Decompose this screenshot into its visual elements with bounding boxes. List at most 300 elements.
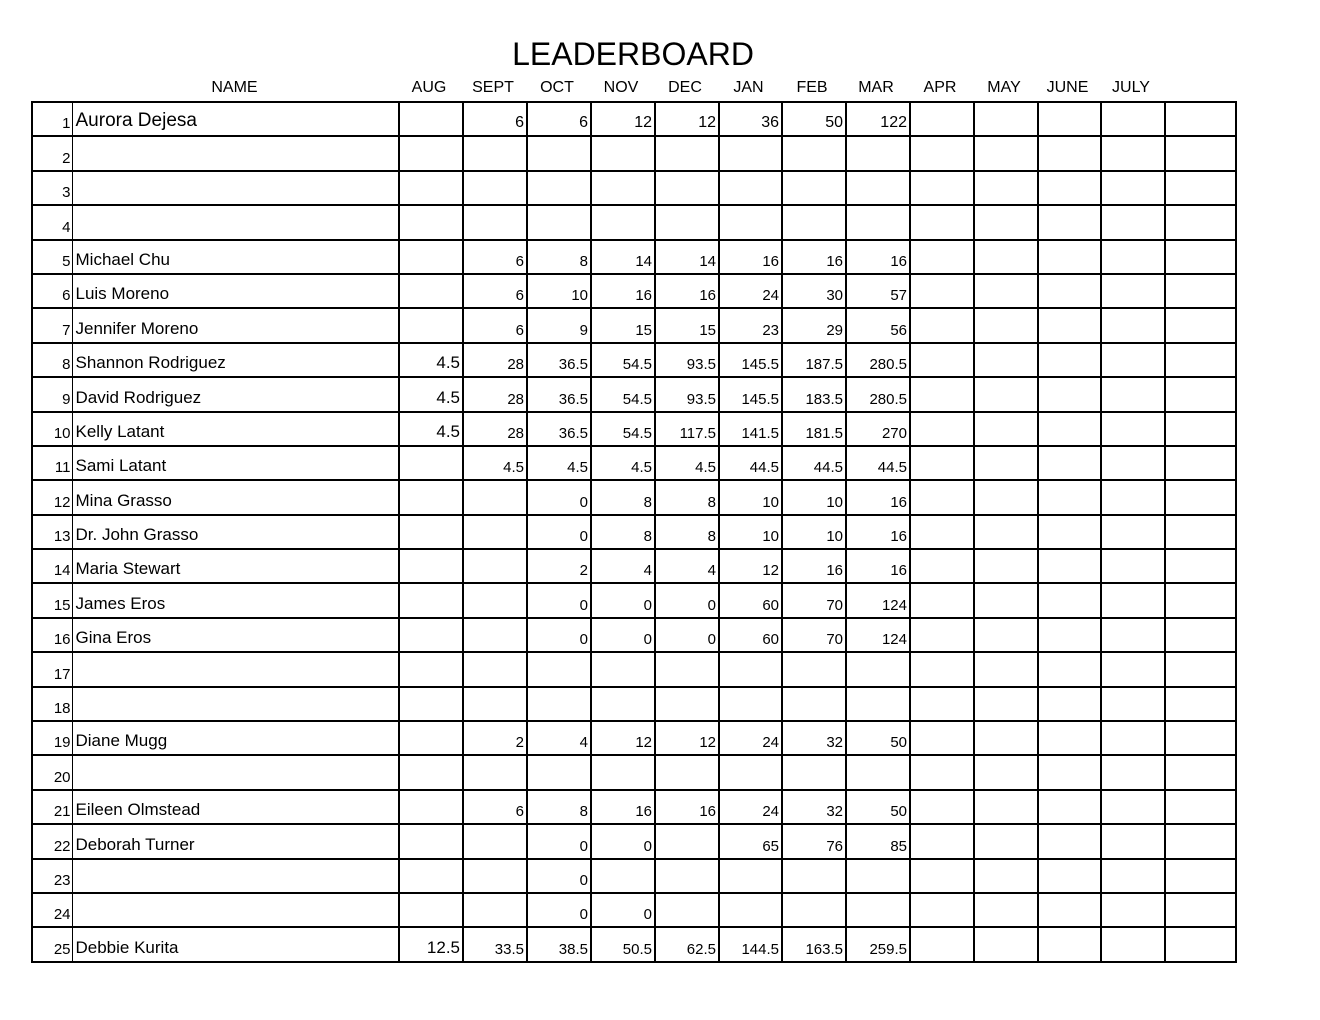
cell-oct[interactable]: 0 bbox=[527, 515, 591, 549]
cell-june[interactable] bbox=[1038, 790, 1101, 824]
cell-jan[interactable] bbox=[719, 136, 782, 170]
cell-may[interactable] bbox=[974, 308, 1038, 342]
cell-jan[interactable]: 10 bbox=[719, 480, 782, 514]
cell-extra[interactable] bbox=[1165, 274, 1236, 308]
cell-nov[interactable]: 0 bbox=[591, 824, 655, 858]
cell-dec[interactable] bbox=[655, 893, 719, 927]
cell-may[interactable] bbox=[974, 687, 1038, 721]
cell-mar[interactable]: 16 bbox=[846, 240, 910, 274]
cell-july[interactable] bbox=[1101, 377, 1165, 411]
cell-sept[interactable] bbox=[463, 205, 527, 239]
cell-dec[interactable]: 12 bbox=[655, 721, 719, 755]
rank-cell[interactable]: 8 bbox=[32, 343, 72, 377]
cell-june[interactable] bbox=[1038, 446, 1101, 480]
rank-cell[interactable]: 12 bbox=[32, 480, 72, 514]
cell-jan[interactable] bbox=[719, 755, 782, 789]
cell-dec[interactable]: 0 bbox=[655, 583, 719, 617]
cell-oct[interactable]: 9 bbox=[527, 308, 591, 342]
cell-july[interactable] bbox=[1101, 790, 1165, 824]
cell-dec[interactable]: 93.5 bbox=[655, 343, 719, 377]
cell-june[interactable] bbox=[1038, 377, 1101, 411]
name-cell[interactable]: James Eros bbox=[72, 583, 399, 617]
cell-nov[interactable]: 54.5 bbox=[591, 412, 655, 446]
cell-nov[interactable]: 14 bbox=[591, 240, 655, 274]
cell-apr[interactable] bbox=[910, 859, 974, 893]
cell-may[interactable] bbox=[974, 927, 1038, 961]
cell-nov[interactable]: 0 bbox=[591, 583, 655, 617]
cell-aug[interactable] bbox=[399, 549, 463, 583]
cell-extra[interactable] bbox=[1165, 687, 1236, 721]
cell-apr[interactable] bbox=[910, 721, 974, 755]
cell-mar[interactable] bbox=[846, 171, 910, 205]
rank-cell[interactable]: 17 bbox=[32, 652, 72, 686]
cell-aug[interactable] bbox=[399, 790, 463, 824]
cell-dec[interactable] bbox=[655, 859, 719, 893]
rank-cell[interactable]: 13 bbox=[32, 515, 72, 549]
cell-june[interactable] bbox=[1038, 171, 1101, 205]
cell-apr[interactable] bbox=[910, 377, 974, 411]
cell-aug[interactable] bbox=[399, 136, 463, 170]
cell-mar[interactable] bbox=[846, 755, 910, 789]
cell-jan[interactable]: 23 bbox=[719, 308, 782, 342]
cell-june[interactable] bbox=[1038, 274, 1101, 308]
cell-feb[interactable]: 76 bbox=[782, 824, 846, 858]
cell-dec[interactable]: 0 bbox=[655, 618, 719, 652]
cell-dec[interactable] bbox=[655, 755, 719, 789]
cell-oct[interactable] bbox=[527, 652, 591, 686]
cell-aug[interactable] bbox=[399, 205, 463, 239]
rank-cell[interactable]: 22 bbox=[32, 824, 72, 858]
cell-aug[interactable] bbox=[399, 308, 463, 342]
cell-extra[interactable] bbox=[1165, 790, 1236, 824]
cell-nov[interactable] bbox=[591, 687, 655, 721]
cell-sept[interactable]: 6 bbox=[463, 790, 527, 824]
cell-extra[interactable] bbox=[1165, 927, 1236, 961]
cell-mar[interactable] bbox=[846, 205, 910, 239]
cell-dec[interactable]: 8 bbox=[655, 480, 719, 514]
cell-sept[interactable] bbox=[463, 859, 527, 893]
cell-aug[interactable] bbox=[399, 721, 463, 755]
cell-sept[interactable]: 6 bbox=[463, 274, 527, 308]
cell-jan[interactable]: 36 bbox=[719, 102, 782, 136]
cell-jan[interactable]: 44.5 bbox=[719, 446, 782, 480]
cell-aug[interactable]: 4.5 bbox=[399, 412, 463, 446]
cell-oct[interactable] bbox=[527, 687, 591, 721]
cell-july[interactable] bbox=[1101, 927, 1165, 961]
cell-june[interactable] bbox=[1038, 927, 1101, 961]
cell-nov[interactable] bbox=[591, 136, 655, 170]
rank-cell[interactable]: 16 bbox=[32, 618, 72, 652]
cell-sept[interactable]: 33.5 bbox=[463, 927, 527, 961]
cell-apr[interactable] bbox=[910, 515, 974, 549]
cell-extra[interactable] bbox=[1165, 652, 1236, 686]
cell-aug[interactable] bbox=[399, 446, 463, 480]
cell-june[interactable] bbox=[1038, 618, 1101, 652]
cell-aug[interactable]: 4.5 bbox=[399, 377, 463, 411]
cell-feb[interactable]: 16 bbox=[782, 549, 846, 583]
rank-cell[interactable]: 18 bbox=[32, 687, 72, 721]
cell-may[interactable] bbox=[974, 446, 1038, 480]
cell-nov[interactable]: 4.5 bbox=[591, 446, 655, 480]
cell-extra[interactable] bbox=[1165, 549, 1236, 583]
cell-june[interactable] bbox=[1038, 893, 1101, 927]
cell-feb[interactable] bbox=[782, 893, 846, 927]
cell-may[interactable] bbox=[974, 136, 1038, 170]
cell-apr[interactable] bbox=[910, 687, 974, 721]
cell-extra[interactable] bbox=[1165, 480, 1236, 514]
cell-extra[interactable] bbox=[1165, 721, 1236, 755]
cell-july[interactable] bbox=[1101, 343, 1165, 377]
cell-june[interactable] bbox=[1038, 480, 1101, 514]
name-cell[interactable] bbox=[72, 687, 399, 721]
cell-extra[interactable] bbox=[1165, 102, 1236, 136]
name-cell[interactable] bbox=[72, 755, 399, 789]
cell-nov[interactable] bbox=[591, 859, 655, 893]
cell-jan[interactable]: 60 bbox=[719, 618, 782, 652]
cell-apr[interactable] bbox=[910, 927, 974, 961]
cell-extra[interactable] bbox=[1165, 859, 1236, 893]
cell-july[interactable] bbox=[1101, 515, 1165, 549]
rank-cell[interactable]: 6 bbox=[32, 274, 72, 308]
cell-june[interactable] bbox=[1038, 240, 1101, 274]
cell-dec[interactable] bbox=[655, 687, 719, 721]
cell-sept[interactable] bbox=[463, 583, 527, 617]
cell-mar[interactable]: 280.5 bbox=[846, 377, 910, 411]
cell-aug[interactable] bbox=[399, 618, 463, 652]
cell-may[interactable] bbox=[974, 893, 1038, 927]
cell-may[interactable] bbox=[974, 824, 1038, 858]
cell-mar[interactable]: 85 bbox=[846, 824, 910, 858]
cell-july[interactable] bbox=[1101, 652, 1165, 686]
cell-extra[interactable] bbox=[1165, 824, 1236, 858]
cell-jan[interactable]: 24 bbox=[719, 790, 782, 824]
cell-mar[interactable]: 56 bbox=[846, 308, 910, 342]
cell-oct[interactable]: 10 bbox=[527, 274, 591, 308]
cell-aug[interactable]: 4.5 bbox=[399, 343, 463, 377]
cell-jan[interactable] bbox=[719, 859, 782, 893]
rank-cell[interactable]: 14 bbox=[32, 549, 72, 583]
cell-apr[interactable] bbox=[910, 549, 974, 583]
cell-aug[interactable] bbox=[399, 893, 463, 927]
cell-mar[interactable]: 259.5 bbox=[846, 927, 910, 961]
cell-oct[interactable] bbox=[527, 171, 591, 205]
cell-jan[interactable]: 145.5 bbox=[719, 377, 782, 411]
cell-may[interactable] bbox=[974, 755, 1038, 789]
cell-may[interactable] bbox=[974, 240, 1038, 274]
cell-extra[interactable] bbox=[1165, 343, 1236, 377]
cell-nov[interactable]: 4 bbox=[591, 549, 655, 583]
cell-may[interactable] bbox=[974, 412, 1038, 446]
cell-oct[interactable]: 6 bbox=[527, 102, 591, 136]
rank-cell[interactable]: 19 bbox=[32, 721, 72, 755]
cell-apr[interactable] bbox=[910, 136, 974, 170]
cell-aug[interactable] bbox=[399, 859, 463, 893]
cell-jan[interactable]: 141.5 bbox=[719, 412, 782, 446]
cell-feb[interactable] bbox=[782, 136, 846, 170]
cell-dec[interactable]: 12 bbox=[655, 102, 719, 136]
cell-jan[interactable]: 24 bbox=[719, 274, 782, 308]
rank-cell[interactable]: 2 bbox=[32, 136, 72, 170]
cell-sept[interactable] bbox=[463, 171, 527, 205]
name-cell[interactable]: Michael Chu bbox=[72, 240, 399, 274]
cell-oct[interactable]: 36.5 bbox=[527, 412, 591, 446]
cell-june[interactable] bbox=[1038, 136, 1101, 170]
cell-apr[interactable] bbox=[910, 308, 974, 342]
cell-apr[interactable] bbox=[910, 205, 974, 239]
cell-mar[interactable] bbox=[846, 652, 910, 686]
cell-nov[interactable]: 54.5 bbox=[591, 377, 655, 411]
cell-feb[interactable]: 163.5 bbox=[782, 927, 846, 961]
cell-mar[interactable]: 124 bbox=[846, 583, 910, 617]
cell-aug[interactable] bbox=[399, 274, 463, 308]
cell-feb[interactable]: 181.5 bbox=[782, 412, 846, 446]
cell-mar[interactable]: 57 bbox=[846, 274, 910, 308]
cell-july[interactable] bbox=[1101, 824, 1165, 858]
name-cell[interactable]: Eileen Olmstead bbox=[72, 790, 399, 824]
cell-oct[interactable]: 0 bbox=[527, 824, 591, 858]
cell-nov[interactable]: 8 bbox=[591, 515, 655, 549]
cell-sept[interactable]: 6 bbox=[463, 240, 527, 274]
cell-feb[interactable]: 10 bbox=[782, 480, 846, 514]
cell-oct[interactable]: 8 bbox=[527, 240, 591, 274]
name-cell[interactable] bbox=[72, 893, 399, 927]
cell-oct[interactable]: 2 bbox=[527, 549, 591, 583]
cell-dec[interactable] bbox=[655, 652, 719, 686]
cell-mar[interactable]: 16 bbox=[846, 480, 910, 514]
cell-may[interactable] bbox=[974, 859, 1038, 893]
cell-mar[interactable]: 122 bbox=[846, 102, 910, 136]
cell-nov[interactable]: 16 bbox=[591, 274, 655, 308]
cell-may[interactable] bbox=[974, 583, 1038, 617]
cell-oct[interactable]: 4.5 bbox=[527, 446, 591, 480]
cell-june[interactable] bbox=[1038, 412, 1101, 446]
cell-nov[interactable] bbox=[591, 171, 655, 205]
cell-oct[interactable]: 36.5 bbox=[527, 377, 591, 411]
cell-may[interactable] bbox=[974, 480, 1038, 514]
name-cell[interactable]: Luis Moreno bbox=[72, 274, 399, 308]
rank-cell[interactable]: 20 bbox=[32, 755, 72, 789]
cell-july[interactable] bbox=[1101, 412, 1165, 446]
cell-nov[interactable]: 54.5 bbox=[591, 343, 655, 377]
cell-aug[interactable] bbox=[399, 480, 463, 514]
cell-sept[interactable] bbox=[463, 824, 527, 858]
cell-aug[interactable] bbox=[399, 583, 463, 617]
rank-cell[interactable]: 9 bbox=[32, 377, 72, 411]
name-cell[interactable]: Mina Grasso bbox=[72, 480, 399, 514]
cell-extra[interactable] bbox=[1165, 171, 1236, 205]
cell-oct[interactable] bbox=[527, 755, 591, 789]
cell-may[interactable] bbox=[974, 721, 1038, 755]
cell-oct[interactable]: 8 bbox=[527, 790, 591, 824]
cell-july[interactable] bbox=[1101, 893, 1165, 927]
cell-dec[interactable]: 4.5 bbox=[655, 446, 719, 480]
cell-feb[interactable]: 187.5 bbox=[782, 343, 846, 377]
cell-may[interactable] bbox=[974, 652, 1038, 686]
cell-feb[interactable]: 32 bbox=[782, 790, 846, 824]
cell-extra[interactable] bbox=[1165, 308, 1236, 342]
cell-feb[interactable]: 16 bbox=[782, 240, 846, 274]
cell-apr[interactable] bbox=[910, 893, 974, 927]
cell-dec[interactable]: 8 bbox=[655, 515, 719, 549]
cell-apr[interactable] bbox=[910, 583, 974, 617]
cell-extra[interactable] bbox=[1165, 446, 1236, 480]
cell-feb[interactable]: 30 bbox=[782, 274, 846, 308]
rank-cell[interactable]: 24 bbox=[32, 893, 72, 927]
cell-sept[interactable] bbox=[463, 755, 527, 789]
cell-dec[interactable]: 93.5 bbox=[655, 377, 719, 411]
cell-mar[interactable]: 44.5 bbox=[846, 446, 910, 480]
cell-july[interactable] bbox=[1101, 618, 1165, 652]
cell-feb[interactable] bbox=[782, 652, 846, 686]
cell-nov[interactable]: 16 bbox=[591, 790, 655, 824]
cell-jan[interactable]: 16 bbox=[719, 240, 782, 274]
cell-sept[interactable] bbox=[463, 893, 527, 927]
cell-sept[interactable] bbox=[463, 687, 527, 721]
cell-nov[interactable]: 50.5 bbox=[591, 927, 655, 961]
cell-feb[interactable]: 50 bbox=[782, 102, 846, 136]
cell-june[interactable] bbox=[1038, 343, 1101, 377]
cell-june[interactable] bbox=[1038, 205, 1101, 239]
cell-july[interactable] bbox=[1101, 240, 1165, 274]
cell-mar[interactable] bbox=[846, 859, 910, 893]
cell-june[interactable] bbox=[1038, 102, 1101, 136]
cell-apr[interactable] bbox=[910, 652, 974, 686]
rank-cell[interactable]: 21 bbox=[32, 790, 72, 824]
cell-oct[interactable]: 36.5 bbox=[527, 343, 591, 377]
cell-may[interactable] bbox=[974, 343, 1038, 377]
name-cell[interactable] bbox=[72, 136, 399, 170]
cell-may[interactable] bbox=[974, 171, 1038, 205]
cell-oct[interactable]: 0 bbox=[527, 893, 591, 927]
cell-oct[interactable]: 38.5 bbox=[527, 927, 591, 961]
cell-jan[interactable]: 144.5 bbox=[719, 927, 782, 961]
cell-may[interactable] bbox=[974, 102, 1038, 136]
cell-mar[interactable]: 16 bbox=[846, 515, 910, 549]
cell-mar[interactable] bbox=[846, 136, 910, 170]
cell-aug[interactable] bbox=[399, 755, 463, 789]
cell-apr[interactable] bbox=[910, 790, 974, 824]
cell-apr[interactable] bbox=[910, 240, 974, 274]
cell-may[interactable] bbox=[974, 618, 1038, 652]
cell-aug[interactable] bbox=[399, 102, 463, 136]
cell-nov[interactable]: 15 bbox=[591, 308, 655, 342]
name-cell[interactable]: Debbie Kurita bbox=[72, 927, 399, 961]
cell-nov[interactable]: 0 bbox=[591, 618, 655, 652]
cell-sept[interactable] bbox=[463, 136, 527, 170]
cell-dec[interactable]: 16 bbox=[655, 790, 719, 824]
cell-extra[interactable] bbox=[1165, 893, 1236, 927]
cell-june[interactable] bbox=[1038, 859, 1101, 893]
cell-mar[interactable]: 270 bbox=[846, 412, 910, 446]
cell-dec[interactable] bbox=[655, 824, 719, 858]
cell-dec[interactable] bbox=[655, 205, 719, 239]
cell-jan[interactable]: 12 bbox=[719, 549, 782, 583]
cell-june[interactable] bbox=[1038, 687, 1101, 721]
cell-june[interactable] bbox=[1038, 755, 1101, 789]
cell-jan[interactable] bbox=[719, 652, 782, 686]
cell-sept[interactable]: 6 bbox=[463, 308, 527, 342]
name-cell[interactable]: Sami Latant bbox=[72, 446, 399, 480]
cell-mar[interactable]: 50 bbox=[846, 721, 910, 755]
cell-july[interactable] bbox=[1101, 171, 1165, 205]
name-cell[interactable] bbox=[72, 205, 399, 239]
cell-aug[interactable] bbox=[399, 652, 463, 686]
cell-dec[interactable] bbox=[655, 171, 719, 205]
cell-apr[interactable] bbox=[910, 755, 974, 789]
cell-mar[interactable] bbox=[846, 893, 910, 927]
rank-cell[interactable]: 5 bbox=[32, 240, 72, 274]
name-cell[interactable] bbox=[72, 652, 399, 686]
rank-cell[interactable]: 15 bbox=[32, 583, 72, 617]
cell-feb[interactable] bbox=[782, 859, 846, 893]
cell-may[interactable] bbox=[974, 790, 1038, 824]
cell-nov[interactable] bbox=[591, 652, 655, 686]
rank-cell[interactable]: 10 bbox=[32, 412, 72, 446]
cell-july[interactable] bbox=[1101, 102, 1165, 136]
cell-sept[interactable] bbox=[463, 515, 527, 549]
cell-sept[interactable]: 28 bbox=[463, 412, 527, 446]
name-cell[interactable]: Diane Mugg bbox=[72, 721, 399, 755]
cell-aug[interactable] bbox=[399, 824, 463, 858]
cell-sept[interactable]: 28 bbox=[463, 377, 527, 411]
cell-june[interactable] bbox=[1038, 515, 1101, 549]
cell-feb[interactable]: 32 bbox=[782, 721, 846, 755]
cell-dec[interactable]: 15 bbox=[655, 308, 719, 342]
name-cell[interactable]: Maria Stewart bbox=[72, 549, 399, 583]
cell-may[interactable] bbox=[974, 515, 1038, 549]
cell-feb[interactable]: 70 bbox=[782, 583, 846, 617]
cell-oct[interactable]: 0 bbox=[527, 618, 591, 652]
cell-july[interactable] bbox=[1101, 136, 1165, 170]
cell-extra[interactable] bbox=[1165, 412, 1236, 446]
cell-nov[interactable]: 12 bbox=[591, 102, 655, 136]
cell-nov[interactable]: 8 bbox=[591, 480, 655, 514]
cell-feb[interactable]: 44.5 bbox=[782, 446, 846, 480]
cell-extra[interactable] bbox=[1165, 240, 1236, 274]
cell-july[interactable] bbox=[1101, 583, 1165, 617]
cell-feb[interactable]: 10 bbox=[782, 515, 846, 549]
rank-cell[interactable]: 23 bbox=[32, 859, 72, 893]
cell-mar[interactable]: 280.5 bbox=[846, 343, 910, 377]
name-cell[interactable]: Dr. John Grasso bbox=[72, 515, 399, 549]
cell-sept[interactable]: 4.5 bbox=[463, 446, 527, 480]
cell-extra[interactable] bbox=[1165, 755, 1236, 789]
cell-may[interactable] bbox=[974, 549, 1038, 583]
cell-sept[interactable]: 6 bbox=[463, 102, 527, 136]
cell-july[interactable] bbox=[1101, 549, 1165, 583]
cell-aug[interactable] bbox=[399, 515, 463, 549]
cell-may[interactable] bbox=[974, 274, 1038, 308]
cell-apr[interactable] bbox=[910, 102, 974, 136]
name-cell[interactable]: Shannon Rodriguez bbox=[72, 343, 399, 377]
cell-sept[interactable] bbox=[463, 652, 527, 686]
cell-july[interactable] bbox=[1101, 859, 1165, 893]
cell-jan[interactable]: 60 bbox=[719, 583, 782, 617]
cell-apr[interactable] bbox=[910, 446, 974, 480]
cell-feb[interactable] bbox=[782, 687, 846, 721]
cell-oct[interactable]: 0 bbox=[527, 480, 591, 514]
cell-dec[interactable]: 117.5 bbox=[655, 412, 719, 446]
cell-sept[interactable]: 2 bbox=[463, 721, 527, 755]
cell-june[interactable] bbox=[1038, 652, 1101, 686]
cell-feb[interactable]: 70 bbox=[782, 618, 846, 652]
rank-cell[interactable]: 4 bbox=[32, 205, 72, 239]
cell-dec[interactable]: 62.5 bbox=[655, 927, 719, 961]
name-cell[interactable]: Aurora Dejesa bbox=[72, 102, 399, 136]
cell-oct[interactable] bbox=[527, 205, 591, 239]
cell-dec[interactable]: 14 bbox=[655, 240, 719, 274]
name-cell[interactable]: David Rodriguez bbox=[72, 377, 399, 411]
